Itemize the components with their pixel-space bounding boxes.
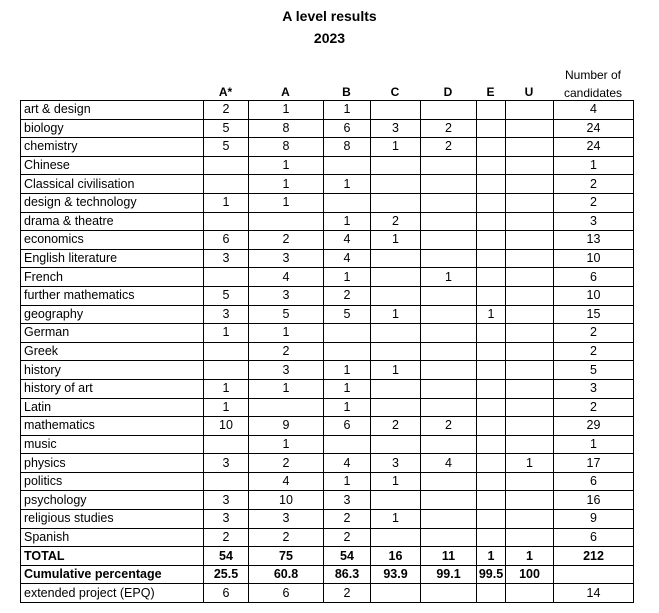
candidates-cell: 24 [554, 138, 634, 157]
table-row [21, 472, 634, 491]
grade-count-cell [324, 324, 371, 343]
grade-count-cell: 5 [204, 119, 249, 138]
candidates-cell: 14 [554, 584, 634, 603]
candidates-cell: 3 [554, 212, 634, 231]
grade-count-cell: 3 [371, 454, 421, 473]
grade-count-cell [204, 361, 249, 380]
grade-count-cell [204, 268, 249, 287]
grade-count-cell [421, 324, 477, 343]
grade-count-cell: 8 [249, 119, 324, 138]
grade-count-cell: 60.8 [249, 565, 324, 584]
grade-count-cell: 1 [371, 231, 421, 250]
grade-count-cell: 4 [249, 268, 324, 287]
grade-count-cell [371, 175, 421, 194]
grade-count-cell: 75 [249, 547, 324, 566]
subject-cell: extended project (EPQ) [21, 584, 204, 603]
candidates-cell: 212 [554, 547, 634, 566]
table-row [21, 324, 634, 343]
grade-count-cell [477, 528, 506, 547]
grade-count-cell: 99.5 [477, 565, 506, 584]
grade-count-cell [477, 138, 506, 157]
grade-count-cell: 11 [421, 547, 477, 566]
grade-count-cell [506, 584, 554, 603]
grade-count-cell: 3 [204, 491, 249, 510]
grade-count-cell: 3 [204, 249, 249, 268]
grade-count-cell: 1 [324, 361, 371, 380]
grade-count-cell [506, 361, 554, 380]
subject-cell: Cumulative percentage [21, 565, 204, 584]
grade-count-cell [477, 268, 506, 287]
grade-count-cell: 1 [324, 212, 371, 231]
grade-count-cell: 2 [324, 528, 371, 547]
candidates-cell: 1 [554, 156, 634, 175]
header-grade-u: U [524, 85, 534, 99]
table-row [21, 119, 634, 138]
grade-count-cell [506, 138, 554, 157]
candidates-cell: 5 [554, 361, 634, 380]
grade-count-cell: 1 [421, 268, 477, 287]
grade-count-cell: 1 [371, 510, 421, 529]
subject-cell: further mathematics [21, 286, 204, 305]
grade-count-cell: 2 [324, 584, 371, 603]
grade-count-cell [477, 193, 506, 212]
grade-count-cell: 1 [477, 547, 506, 566]
grade-count-cell [421, 101, 477, 120]
results-table [20, 100, 634, 603]
grade-count-cell [477, 324, 506, 343]
candidates-cell: 17 [554, 454, 634, 473]
grade-count-cell: 6 [204, 584, 249, 603]
grade-count-cell: 2 [204, 528, 249, 547]
grade-count-cell [506, 212, 554, 231]
grade-count-cell [506, 510, 554, 529]
grade-count-cell [324, 435, 371, 454]
grade-count-cell [477, 361, 506, 380]
grade-count-cell [506, 119, 554, 138]
grade-count-cell [371, 435, 421, 454]
grade-count-cell [477, 175, 506, 194]
candidates-cell: 6 [554, 528, 634, 547]
grade-count-cell [421, 528, 477, 547]
grade-count-cell: 6 [324, 119, 371, 138]
grade-count-cell: 1 [249, 324, 324, 343]
grade-count-cell [421, 212, 477, 231]
grade-count-cell: 5 [324, 305, 371, 324]
grade-count-cell: 1 [249, 193, 324, 212]
grade-count-cell [477, 119, 506, 138]
subject-cell: Greek [21, 342, 204, 361]
grade-count-cell: 54 [204, 547, 249, 566]
grade-count-cell [371, 491, 421, 510]
grade-count-cell [477, 472, 506, 491]
table-row [21, 510, 634, 529]
grade-count-cell: 99.1 [421, 565, 477, 584]
grade-count-cell: 1 [204, 379, 249, 398]
table-row [21, 342, 634, 361]
grade-count-cell [506, 528, 554, 547]
grade-count-cell: 4 [324, 231, 371, 250]
grade-count-cell [506, 342, 554, 361]
grade-count-cell [204, 472, 249, 491]
table-row [21, 212, 634, 231]
grade-count-cell [324, 193, 371, 212]
grade-count-cell: 3 [204, 305, 249, 324]
grade-count-cell [421, 472, 477, 491]
grade-count-cell [371, 379, 421, 398]
grade-count-cell [477, 454, 506, 473]
candidates-cell: 6 [554, 268, 634, 287]
grade-count-cell: 3 [249, 361, 324, 380]
grade-count-cell [477, 584, 506, 603]
grade-count-cell: 93.9 [371, 565, 421, 584]
grade-count-cell [477, 231, 506, 250]
grade-count-cell: 1 [324, 268, 371, 287]
grade-count-cell [477, 379, 506, 398]
subject-cell: English literature [21, 249, 204, 268]
grade-count-cell [371, 156, 421, 175]
table-row [21, 379, 634, 398]
header-grade-b: B [342, 85, 351, 99]
grade-count-cell [506, 472, 554, 491]
grade-count-cell [506, 305, 554, 324]
grade-count-cell: 2 [371, 417, 421, 436]
grade-count-cell: 3 [249, 286, 324, 305]
subject-cell: politics [21, 472, 204, 491]
grade-count-cell [204, 156, 249, 175]
grade-count-cell: 4 [324, 249, 371, 268]
grade-count-cell: 100 [506, 565, 554, 584]
candidates-cell [554, 565, 634, 584]
subject-cell: German [21, 324, 204, 343]
grade-count-cell [477, 249, 506, 268]
grade-count-cell: 5 [204, 138, 249, 157]
grade-count-cell: 1 [371, 472, 421, 491]
grade-count-cell: 2 [421, 417, 477, 436]
candidates-cell: 2 [554, 193, 634, 212]
candidates-cell: 29 [554, 417, 634, 436]
table-row [21, 175, 634, 194]
grade-count-cell [506, 193, 554, 212]
grade-count-cell [371, 101, 421, 120]
candidates-cell: 10 [554, 249, 634, 268]
grade-count-cell [506, 101, 554, 120]
grade-count-cell: 86.3 [324, 565, 371, 584]
grade-count-cell: 3 [204, 510, 249, 529]
grade-count-cell [477, 435, 506, 454]
subject-cell: history of art [21, 379, 204, 398]
grade-count-cell [371, 249, 421, 268]
grade-count-cell [324, 342, 371, 361]
grade-count-cell: 1 [204, 324, 249, 343]
grade-count-cell [249, 398, 324, 417]
header-grade-d: D [443, 85, 453, 99]
grade-count-cell [204, 212, 249, 231]
table-row [21, 193, 634, 212]
grade-count-cell: 2 [324, 510, 371, 529]
table-row [21, 305, 634, 324]
grade-count-cell: 9 [249, 417, 324, 436]
subject-cell: drama & theatre [21, 212, 204, 231]
grade-count-cell: 6 [204, 231, 249, 250]
grade-count-cell [421, 175, 477, 194]
table-row [21, 547, 634, 566]
grade-count-cell [477, 398, 506, 417]
grade-count-cell: 1 [204, 193, 249, 212]
grade-count-cell: 3 [249, 249, 324, 268]
grade-count-cell [477, 510, 506, 529]
candidates-cell: 3 [554, 379, 634, 398]
grade-count-cell: 25.5 [204, 565, 249, 584]
candidates-cell: 2 [554, 342, 634, 361]
grade-count-cell [477, 212, 506, 231]
grade-count-cell [421, 379, 477, 398]
grade-count-cell: 2 [371, 212, 421, 231]
grade-count-cell: 1 [371, 305, 421, 324]
grade-count-cell: 6 [249, 584, 324, 603]
grade-count-cell: 1 [371, 138, 421, 157]
grade-count-cell: 2 [324, 286, 371, 305]
grade-count-cell: 4 [249, 472, 324, 491]
grade-count-cell [506, 398, 554, 417]
header-grade-a-star: A* [218, 85, 233, 99]
table-row [21, 231, 634, 250]
grade-count-cell [204, 435, 249, 454]
header-grade-e: E [486, 85, 495, 99]
subject-cell: design & technology [21, 193, 204, 212]
candidates-cell: 2 [554, 398, 634, 417]
page-subtitle-year: 2023 [313, 30, 346, 46]
grade-count-cell [477, 417, 506, 436]
grade-count-cell: 1 [477, 305, 506, 324]
grade-count-cell [371, 324, 421, 343]
grade-count-cell [477, 286, 506, 305]
grade-count-cell: 3 [371, 119, 421, 138]
grade-count-cell [506, 324, 554, 343]
candidates-cell: 15 [554, 305, 634, 324]
table-row [21, 528, 634, 547]
grade-count-cell: 1 [249, 379, 324, 398]
grade-count-cell [421, 361, 477, 380]
grade-count-cell [371, 398, 421, 417]
subject-cell: biology [21, 119, 204, 138]
subject-cell: Classical civilisation [21, 175, 204, 194]
table-row [21, 454, 634, 473]
grade-count-cell [421, 584, 477, 603]
subject-cell: economics [21, 231, 204, 250]
table-row [21, 565, 634, 584]
candidates-cell: 9 [554, 510, 634, 529]
header-grade-a: A [281, 85, 290, 99]
grade-count-cell [477, 156, 506, 175]
table-row [21, 361, 634, 380]
table-row [21, 138, 634, 157]
grade-count-cell [506, 417, 554, 436]
candidates-cell: 24 [554, 119, 634, 138]
grade-count-cell [421, 398, 477, 417]
table-row [21, 435, 634, 454]
grade-count-cell [506, 286, 554, 305]
grade-count-cell [421, 286, 477, 305]
grade-count-cell [506, 435, 554, 454]
grade-count-cell [506, 491, 554, 510]
grade-count-cell [371, 268, 421, 287]
table-row [21, 491, 634, 510]
grade-count-cell [506, 379, 554, 398]
subject-cell: TOTAL [21, 547, 204, 566]
candidates-cell: 10 [554, 286, 634, 305]
grade-count-cell: 1 [506, 454, 554, 473]
header-number-of-candidates: Number of candidates [563, 68, 623, 100]
grade-count-cell [477, 491, 506, 510]
grade-count-cell: 2 [249, 528, 324, 547]
grade-count-cell [371, 584, 421, 603]
grade-count-cell [421, 249, 477, 268]
grade-count-cell [421, 305, 477, 324]
grade-count-cell [421, 193, 477, 212]
table-row [21, 286, 634, 305]
grade-count-cell [324, 156, 371, 175]
grade-count-cell [421, 435, 477, 454]
grade-count-cell: 1 [324, 101, 371, 120]
candidates-cell: 6 [554, 472, 634, 491]
grade-count-cell: 1 [371, 361, 421, 380]
subject-cell: psychology [21, 491, 204, 510]
grade-count-cell [477, 101, 506, 120]
table-row [21, 101, 634, 120]
grade-count-cell [204, 175, 249, 194]
grade-count-cell: 10 [249, 491, 324, 510]
subject-cell: history [21, 361, 204, 380]
subject-cell: chemistry [21, 138, 204, 157]
grade-count-cell: 1 [324, 472, 371, 491]
grade-count-cell [371, 528, 421, 547]
grade-count-cell [506, 268, 554, 287]
table-row [21, 398, 634, 417]
grade-count-cell [506, 249, 554, 268]
subject-cell: art & design [21, 101, 204, 120]
grade-count-cell: 5 [249, 305, 324, 324]
subject-cell: music [21, 435, 204, 454]
grade-count-cell [477, 342, 506, 361]
grade-count-cell: 1 [324, 175, 371, 194]
subject-cell: geography [21, 305, 204, 324]
grade-count-cell [421, 342, 477, 361]
grade-count-cell: 2 [249, 454, 324, 473]
grade-count-cell: 2 [249, 231, 324, 250]
table-row [21, 249, 634, 268]
table-row [21, 417, 634, 436]
grade-count-cell: 1 [249, 156, 324, 175]
table-row [21, 584, 634, 603]
candidates-cell: 16 [554, 491, 634, 510]
grade-count-cell: 1 [249, 101, 324, 120]
grade-count-cell: 1 [324, 379, 371, 398]
grade-count-cell: 10 [204, 417, 249, 436]
grade-count-cell [371, 342, 421, 361]
grade-count-cell: 1 [249, 175, 324, 194]
subject-cell: Spanish [21, 528, 204, 547]
grade-count-cell [249, 212, 324, 231]
header-grade-c: C [390, 85, 400, 99]
table-row [21, 156, 634, 175]
grade-count-cell: 2 [421, 138, 477, 157]
grade-count-cell: 3 [204, 454, 249, 473]
grade-count-cell: 2 [204, 101, 249, 120]
grade-count-cell [506, 231, 554, 250]
grade-count-cell [204, 342, 249, 361]
grade-count-cell: 54 [324, 547, 371, 566]
candidates-cell: 4 [554, 101, 634, 120]
grade-count-cell: 3 [249, 510, 324, 529]
grade-count-cell [371, 286, 421, 305]
grade-count-cell [506, 175, 554, 194]
subject-cell: Latin [21, 398, 204, 417]
grade-count-cell: 1 [506, 547, 554, 566]
grade-count-cell: 4 [421, 454, 477, 473]
grade-count-cell [421, 156, 477, 175]
candidates-cell: 2 [554, 175, 634, 194]
table-row [21, 268, 634, 287]
grade-count-cell: 8 [249, 138, 324, 157]
grade-count-cell: 1 [249, 435, 324, 454]
grade-count-cell: 2 [249, 342, 324, 361]
candidates-cell: 1 [554, 435, 634, 454]
grade-count-cell [421, 231, 477, 250]
subject-cell: religious studies [21, 510, 204, 529]
grade-count-cell [506, 156, 554, 175]
grade-count-cell: 16 [371, 547, 421, 566]
grade-count-cell: 8 [324, 138, 371, 157]
grade-count-cell: 1 [204, 398, 249, 417]
subject-cell: physics [21, 454, 204, 473]
subject-cell: Chinese [21, 156, 204, 175]
grade-count-cell: 5 [204, 286, 249, 305]
candidates-cell: 13 [554, 231, 634, 250]
grade-count-cell [371, 193, 421, 212]
grade-count-cell [421, 510, 477, 529]
grade-count-cell: 4 [324, 454, 371, 473]
subject-cell: French [21, 268, 204, 287]
grade-count-cell: 2 [421, 119, 477, 138]
candidates-cell: 2 [554, 324, 634, 343]
page-title: A level results [282, 8, 377, 24]
grade-count-cell: 1 [324, 398, 371, 417]
grade-count-cell [421, 491, 477, 510]
grade-count-cell: 6 [324, 417, 371, 436]
grade-count-cell: 3 [324, 491, 371, 510]
subject-cell: mathematics [21, 417, 204, 436]
